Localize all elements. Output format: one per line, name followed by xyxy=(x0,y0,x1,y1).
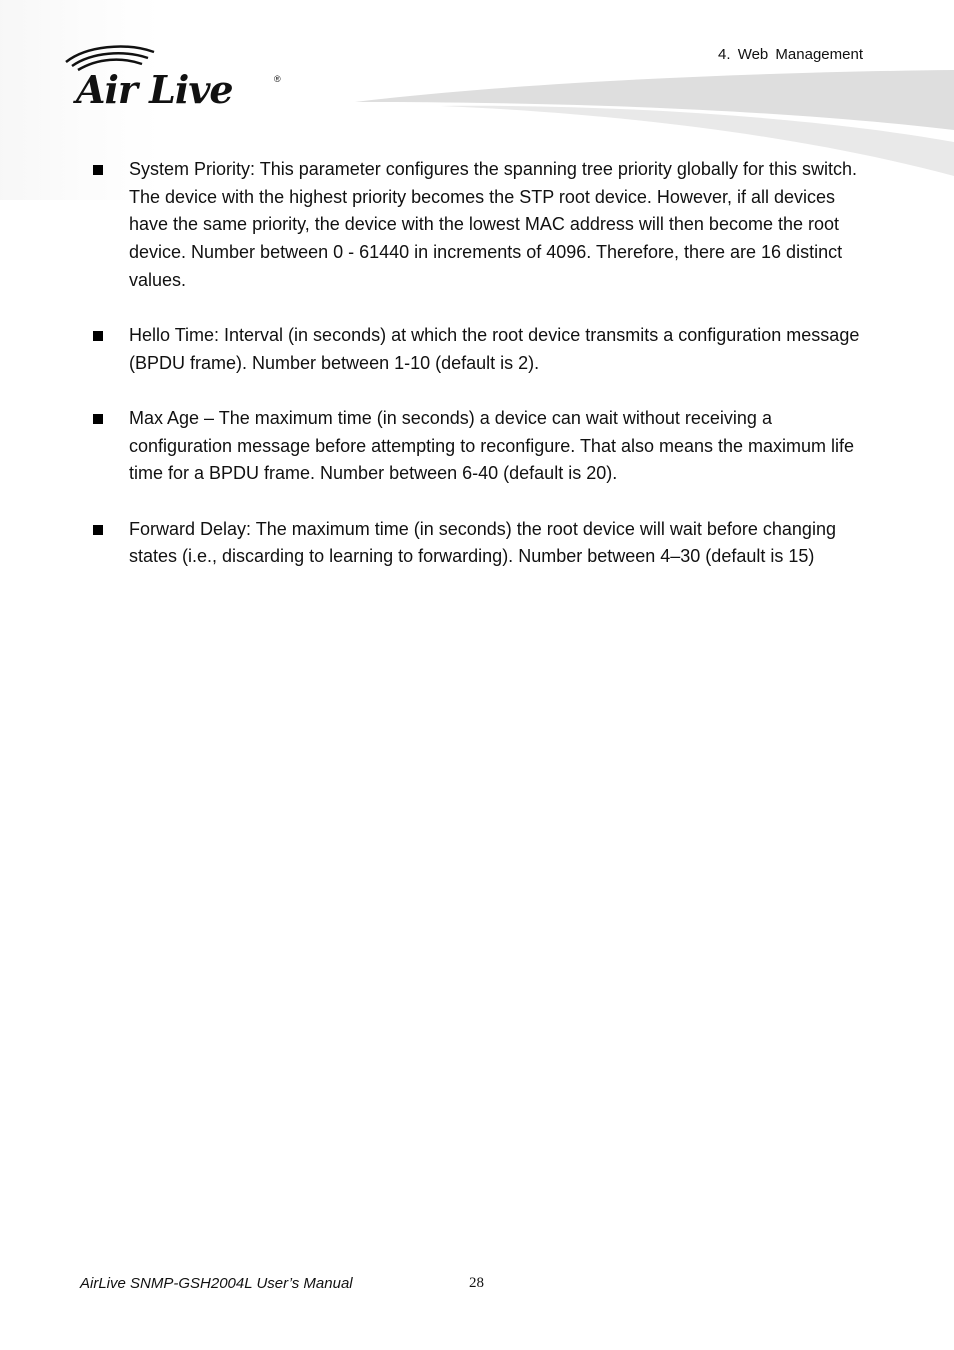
square-bullet-icon xyxy=(93,525,103,535)
svg-text:Air Live: Air Live xyxy=(76,67,233,110)
bullet-item-forward-delay xyxy=(90,516,870,571)
bullet-text: System Priority: This parameter configures the spanning tree priority globally for this switch. The device with the highest priority becomes the STP root device. However, if all devices have the same priority, the device with the lowest MAC address will then become the root device. Number between 0 - 61440 in increments of 4096. Therefore, there are 16 distinct values. xyxy=(129,159,857,290)
svg-text:®: ® xyxy=(274,74,281,84)
square-bullet-icon xyxy=(93,414,103,424)
bullet-text: Max Age – The maximum time (in seconds) a device can wait without receiving a configuration message before attempting to reconfigure. That also means the maximum life time for a BPDU frame. Number between 6-40 (default is 20). xyxy=(129,407,855,484)
bullet-text: Forward Delay: The maximum time (in seconds) the root device will wait before changing states (i.e., discarding to learning to forwarding). Number between 4–30 (default is 15) xyxy=(129,518,836,567)
bullet-text: Hello Time: Interval (in seconds) at which the root device transmits a configuration message (BPDU frame). Number between 1-10 (default is 2). xyxy=(129,325,860,373)
bullet-item-max-age xyxy=(90,405,870,488)
footer-page-number: 28 xyxy=(469,1275,484,1291)
bullet-list xyxy=(90,156,870,598)
square-bullet-icon xyxy=(93,165,103,175)
bullet-item-system-priority xyxy=(90,156,870,295)
bullet-item-hello-time xyxy=(90,322,870,377)
footer-manual-title: AirLive SNMP-GSH2004L User’s Manual xyxy=(80,1275,353,1292)
section-header: 4. Web Management xyxy=(718,46,863,63)
square-bullet-icon xyxy=(93,331,103,341)
airlive-logo xyxy=(64,40,294,110)
